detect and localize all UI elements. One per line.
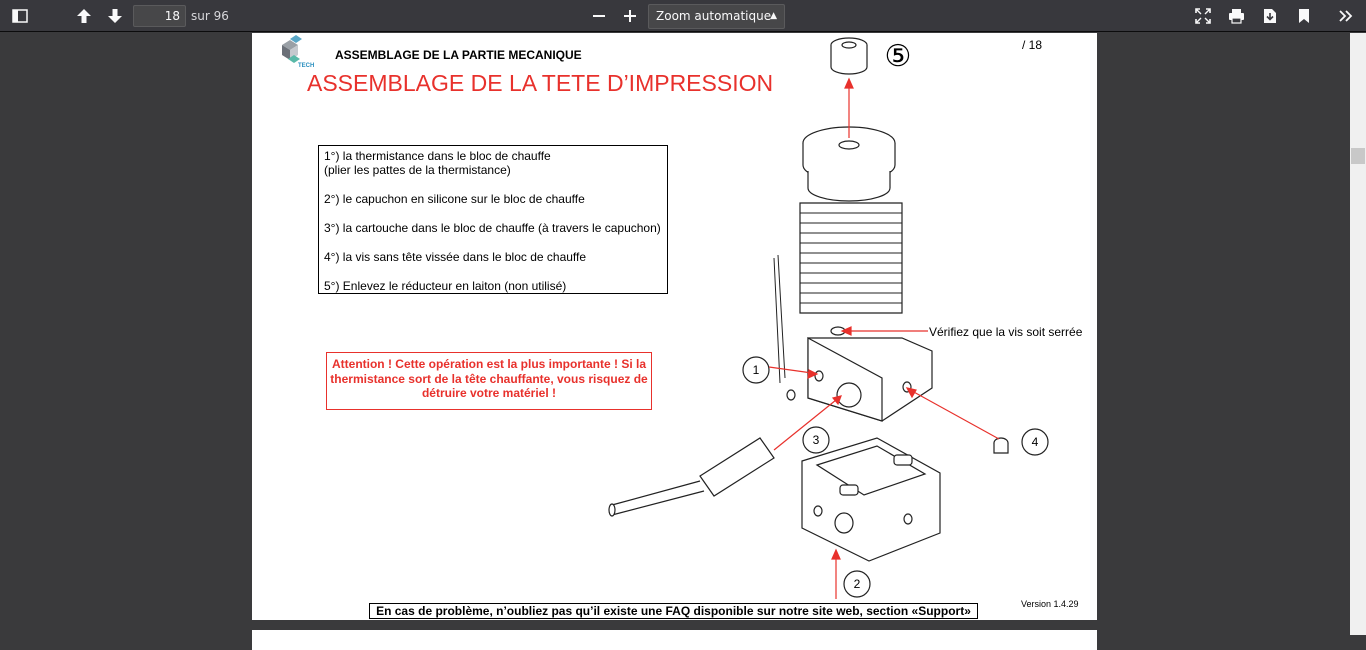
pdf-toolbar xyxy=(0,0,1366,32)
step-line: 4°) la vis sans tête vissée dans le bloc de chauffe xyxy=(324,250,587,264)
section-heading: ASSEMBLAGE DE LA PARTIE MECANIQUE xyxy=(335,48,582,62)
next-pdf-page xyxy=(252,630,1097,650)
select-arrows-icon: ▲ xyxy=(770,11,777,21)
tools-chevron-icon[interactable] xyxy=(1332,3,1360,29)
zoom-select[interactable] xyxy=(648,4,785,29)
company-logo xyxy=(278,35,320,71)
print-icon[interactable] xyxy=(1222,3,1250,29)
zoom-in-icon[interactable] xyxy=(616,3,644,29)
diagram-label-1: 1 xyxy=(752,363,760,377)
step-line: 5°) Enlevez le réducteur en laiton (non utilisé) xyxy=(324,279,567,293)
warning-box: Attention ! Cette opération est la plus importante ! Si la thermistance sort de la tête chauffante, vous risquez de détruire votre matériel ! xyxy=(326,352,652,410)
sidebar-toggle-icon[interactable] xyxy=(6,3,34,29)
page-count: sur 96 xyxy=(191,9,229,23)
scrollbar-thumb[interactable] xyxy=(1351,148,1365,164)
screw-callout: Vérifiez que la vis soit serrée xyxy=(929,325,1083,339)
step-line: 2°) le capuchon en silicone sur le bloc de chauffe xyxy=(324,192,585,206)
zoom-out-icon[interactable] xyxy=(585,3,613,29)
diagram-label-3: 3 xyxy=(812,433,820,447)
logo-lettering: TECH xyxy=(298,63,315,69)
page-title: ASSEMBLAGE DE LA TETE D’IMPRESSION xyxy=(307,70,774,96)
presentation-mode-icon[interactable] xyxy=(1189,3,1217,29)
previous-page-icon[interactable] xyxy=(70,3,98,29)
download-icon[interactable] xyxy=(1256,3,1284,29)
page-number-input[interactable]: 18 xyxy=(133,5,186,27)
step-line: 1°) la thermistance dans le bloc de chauffe xyxy=(324,149,551,163)
pdf-page xyxy=(252,33,1097,620)
step-line: (plier les pattes de la thermistance) xyxy=(324,163,511,177)
vertical-scrollbar[interactable] xyxy=(1350,33,1366,635)
diagram-label-4: 4 xyxy=(1031,435,1039,449)
hotend-diagram xyxy=(592,33,1097,620)
bookmark-icon[interactable] xyxy=(1290,3,1318,29)
diagram-label-5: ⑤ xyxy=(884,40,912,73)
next-page-icon[interactable] xyxy=(101,3,129,29)
page-label: / 18 xyxy=(1022,38,1043,52)
faq-footer: En cas de problème, n’oubliez pas qu’il existe une FAQ disponible sur notre site web, section «Support» xyxy=(369,603,978,619)
version-label: Version 1.4.29 xyxy=(1021,599,1079,609)
diagram-label-2: 2 xyxy=(853,577,861,591)
step-line: 3°) la cartouche dans le bloc de chauffe (à travers le capuchon) xyxy=(324,221,661,235)
zoom-value: Zoom automatique xyxy=(656,9,772,23)
document-viewer[interactable] xyxy=(0,33,1366,635)
